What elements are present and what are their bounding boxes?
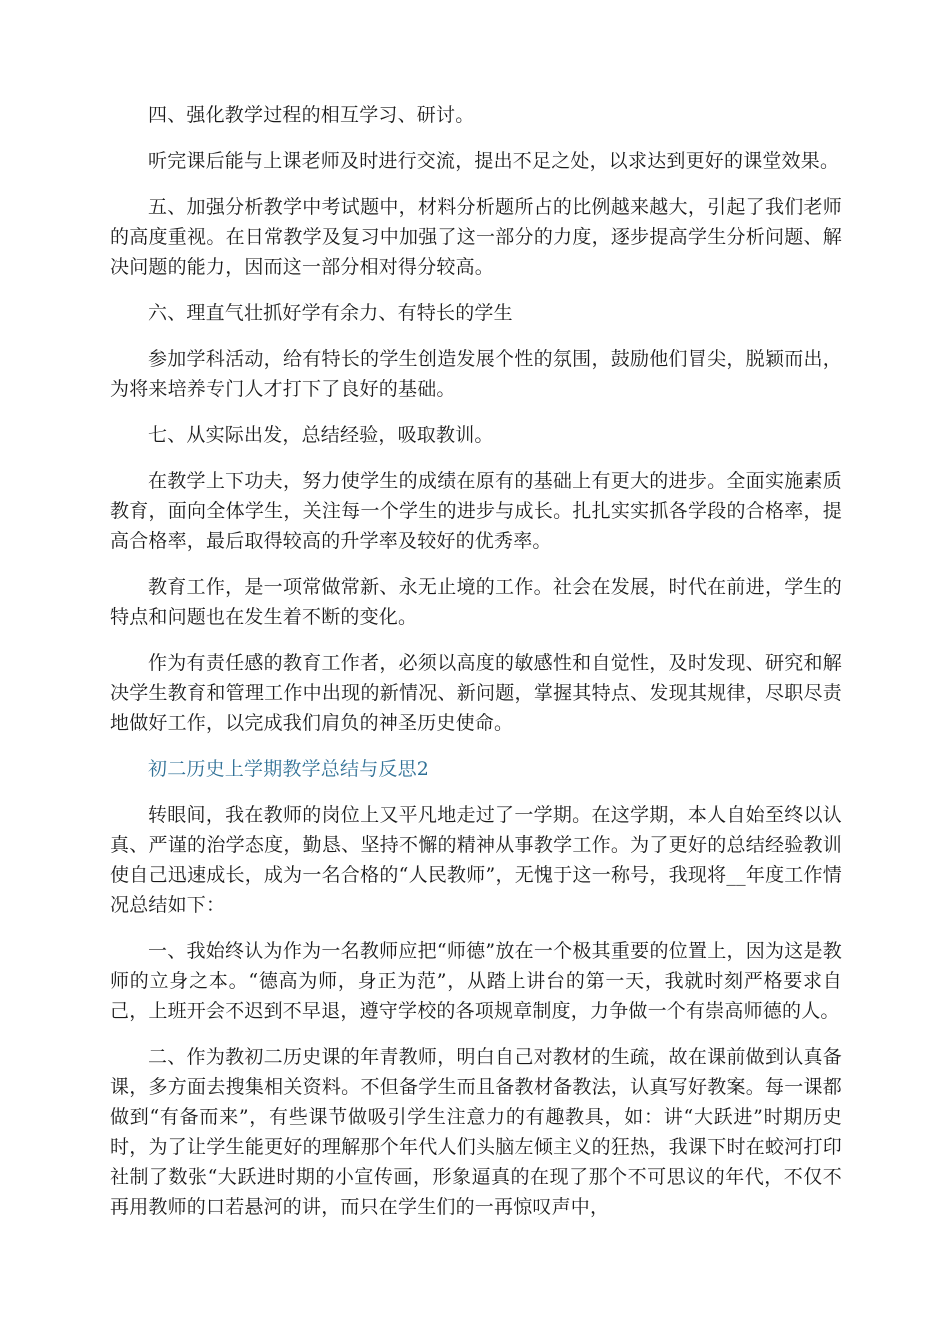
- section-heading: 初二历史上学期教学总结与反思2: [148, 758, 430, 780]
- paragraph-section-7-title: 七、从实际出发，总结经验，吸取教训。: [148, 424, 494, 446]
- paragraph-section-6-title: 六、理直气壮抓好学有余力、有特长的学生: [148, 302, 513, 324]
- paragraph-section-6-body: 参加学科活动，给有特长的学生创造发展个性的氛围，鼓励他们冒尖，脱颖而出，为将来培养专门人才打下了良好的基础。: [110, 348, 842, 400]
- paragraph-section-4-body: 听完课后能与上课老师及时进行交流，提出不足之处，以求达到更好的课堂效果。: [148, 150, 840, 172]
- paragraph-section-5: 五、加强分析教学中考试题中，材料分析题所占的比例越来越大，引起了我们老师的高度重视。在日常教学及复习中加强了这一部分的力度，逐步提高学生分析问题、解决问题的能力，因而这一部分相对得分较高。: [110, 196, 842, 278]
- paragraph-section-7-body: 在教学上下功夫，努力使学生的成绩在原有的基础上有更大的进步。全面实施素质教育，面向全体学生，关注每一个学生的进步与成长。扎扎实实抓各学段的合格率，提高合格率，最后取得较高的升学率及较好的优秀率。: [110, 470, 842, 552]
- document-body: [110, 100, 842, 1238]
- paragraph-education-work: 教育工作，是一项常做常新、永无止境的工作。社会在发展，时代在前进，学生的特点和问题也在发生着不断的变化。: [110, 576, 842, 628]
- paragraph-responsibility: 作为有责任感的教育工作者，必须以高度的敏感性和自觉性，及时发现、研究和解决学生教育和管理工作中出现的新情况、新问题，掌握其特点、发现其规律，尽职尽责地做好工作，以完成我们肩负的神圣历史使命。: [110, 652, 842, 734]
- paragraph-point-1: 一、我始终认为作为一名教师应把“师德”放在一个极其重要的位置上，因为这是教师的立身之本。“德高为师，身正为范”，从踏上讲台的第一天，我就时刻严格要求自己，上班开会不迟到不早退，遵守学校的各项规章制度，力争做一个有崇高师德的人。: [110, 940, 842, 1022]
- paragraph-section-4-title: 四、强化教学过程的相互学习、研讨。: [148, 104, 475, 126]
- paragraph-intro: 转眼间，我在教师的岗位上又平凡地走过了一学期。在这学期，本人自始至终以认真、严谨的治学态度，勤恳、坚持不懈的精神从事教学工作。为了更好的总结经验教训使自己迅速成长，成为一名合格的“人民教师”，无愧于这一称号，我现将__年度工作情况总结如下：: [110, 804, 842, 916]
- paragraph-point-2: 二、作为教初二历史课的年青教师，明白自己对教材的生疏，故在课前做到认真备课，多方面去搜集相关资料。不但备学生而且备教材备教法，认真写好教案。每一课都做到“有备而来”，有些课节做吸引学生注意力的有趣教具，如：讲“大跃进”时期历史时，为了让学生能更好的理解那个年代人们头脑左倾主义的狂热，我课下时在蛟河打印社制了数张“大跃进时期的小宣传画，形象逼真的在现了那个不可思议的年代，不仅不再用教师的口若悬河的讲，而只在学生们的一再惊叹声中，: [110, 1046, 842, 1218]
